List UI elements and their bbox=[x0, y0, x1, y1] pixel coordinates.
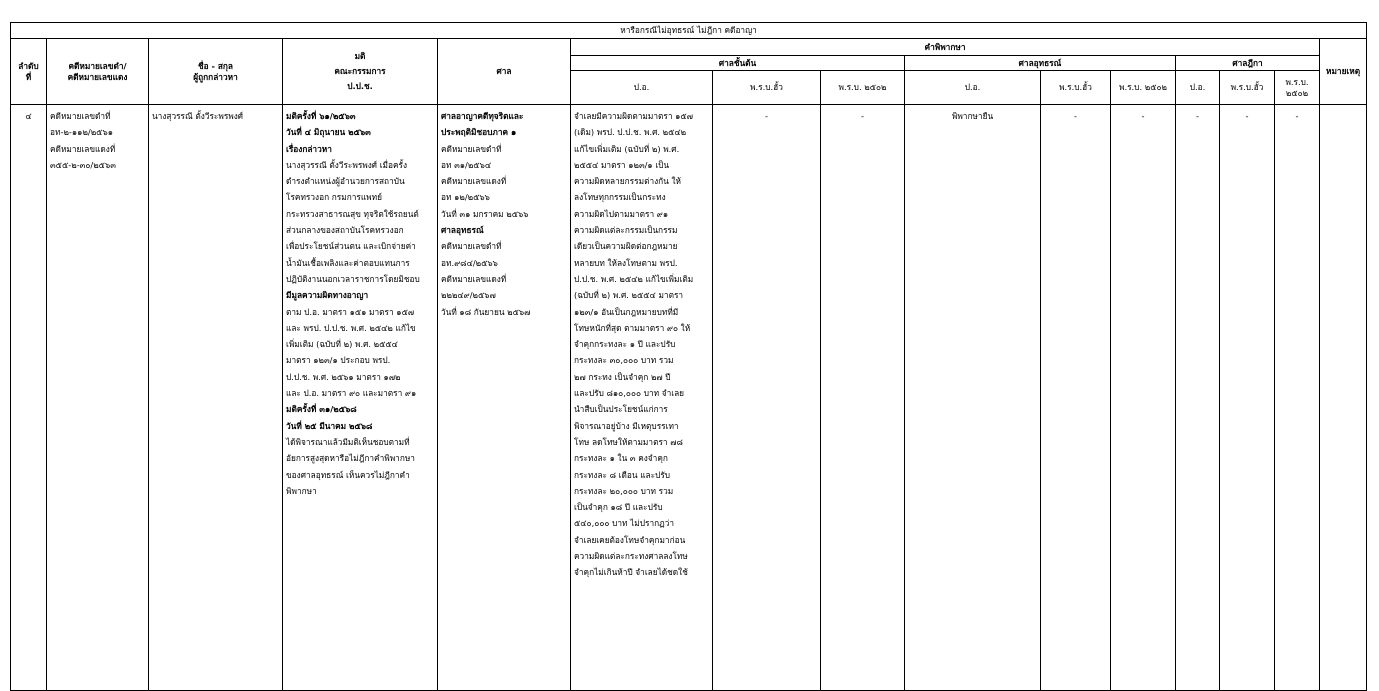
row-first-court-pa bbox=[571, 105, 713, 691]
first-court-verdict-line: ๒๕๕๔ มาตรา ๑๒๓/๑ เป็น bbox=[574, 159, 670, 170]
resolution-line: กระทรวงสาธารณสุข ทุจริตใช้รถยนต์ bbox=[286, 208, 419, 219]
resolution-line: มติครั้งที่ ๓๑/๒๕๖๘ bbox=[286, 404, 357, 415]
first-court-verdict-line: หลายบท ให้ลงโทษตาม พรป. bbox=[574, 257, 678, 268]
resolution-line: ของศาลอุทธรณ์ เห็นควรไม่ฎีกาคำ bbox=[286, 469, 410, 480]
resolution-line: และ พรป. ป.ป.ช. พ.ศ. ๒๕๔๒ แก้ไข bbox=[286, 322, 416, 333]
first-court-verdict-line: นำสืบเป็นประโยชน์แก่การ bbox=[574, 404, 668, 415]
court-line: คดีหมายเลขดำที่ bbox=[441, 143, 502, 154]
first-court-verdict-line: แก้ไขเพิ่มเติม (ฉบับที่ ๒) พ.ศ. bbox=[574, 143, 680, 154]
resolution-line: นางสุวรรณี ตั้งวีระพรพงศ์ เมื่อครั้ง bbox=[286, 159, 408, 170]
supreme-pr-2502-header: พ.ร.บ. ๒๕๐๒ bbox=[1275, 71, 1320, 105]
first-court-verdict-line: กระทงละ ๒๐,๐๐๐ บาท รวม bbox=[574, 485, 674, 496]
first-court-verdict-line: (ฉบับที่ ๒) พ.ศ. ๒๕๕๔ มาตรา bbox=[574, 290, 684, 301]
court-line: คดีหมายเลขแดงที่ bbox=[441, 273, 507, 284]
court-line: คดีหมายเลขดำที่ bbox=[441, 241, 502, 252]
resolution-line: ตาม ป.อ. มาตรา ๑๕๑ มาตรา ๑๕๗ bbox=[286, 306, 415, 317]
row-resolution bbox=[283, 105, 438, 691]
row-first-court-pr-old: - bbox=[713, 105, 821, 691]
first-court-verdict-line: และปรับ ๘๑๐,๐๐๐ บาท จำเลย bbox=[574, 388, 685, 399]
court-line: ศาลอาญาคดีทุจริตและ bbox=[441, 111, 524, 121]
row-appeal-court-pr-old: - bbox=[1041, 105, 1111, 691]
table-row bbox=[11, 105, 1367, 691]
first-court-verdict-line: ๕๔๐,๐๐๐ บาท ไม่ปรากฏว่า bbox=[574, 518, 675, 529]
case-line: คดีหมายเลขแดงที่ bbox=[50, 143, 116, 154]
court-line: อท ๓๑/๒๕๖๔ bbox=[441, 159, 492, 170]
first-court-verdict-line: ป.ป.ช. พ.ศ. ๒๕๔๒ แก้ไขเพิ่มเติม bbox=[574, 273, 694, 284]
first-court-verdict-line: โทษ ลดโทษให้ตามมาตรา ๗๘ bbox=[574, 436, 683, 447]
resolution-line: วันที่ ๔ มิถุนายน ๒๕๖๓ bbox=[286, 127, 371, 138]
row-remarks bbox=[1320, 105, 1367, 691]
table-title: หารือกรณีไม่อุทธรณ์ ไม่ฎีกา คดีอาญา bbox=[11, 23, 1367, 39]
first-court-verdict-line: จำคุกไม่เกินห้าปี จำเลยได้ชดใช้ bbox=[574, 567, 688, 578]
first-court-verdict-line: จำเลยเคยต้องโทษจำคุกมาก่อน bbox=[574, 534, 686, 545]
row-court bbox=[438, 105, 571, 691]
resolution-line: ดำรงตำแหน่งผู้อำนวยการสถาบัน bbox=[286, 176, 405, 187]
supreme-pr-old-header: พ.ร.บ.ฮั้ว bbox=[1220, 71, 1275, 105]
resolution-line: ป.ป.ช. พ.ศ. ๒๕๖๑ มาตรา ๑๗๒ bbox=[286, 371, 401, 382]
row-accused-name: นางสุวรรณี ตั้งวีระพรพงศ์ bbox=[149, 105, 283, 691]
court-line: คดีหมายเลขแดงที่ bbox=[441, 176, 507, 187]
resolution-line: เพื่อประโยชน์ส่วนตน และเบิกจ่ายค่า bbox=[286, 241, 416, 252]
col-header-name: ชื่อ - สกุล ผู้ถูกกล่าวหา bbox=[149, 39, 283, 105]
case-line: ๓๕๕-๒-๓๐/๒๕๖๓ bbox=[50, 159, 116, 170]
resolution-line: โรคทรวงอก กรมการแพทย์ bbox=[286, 192, 382, 203]
col-header-no: ลำดับ ที่ bbox=[11, 39, 47, 105]
case-line: อท-๒-๑๑๒/๒๕๖๑ bbox=[50, 127, 113, 138]
resolution-line: มติครั้งที่ ๖๑/๒๕๖๓ bbox=[286, 111, 356, 121]
resolution-line: ปฏิบัติงานนอกเวลาราชการโดยมิชอบ bbox=[286, 273, 420, 284]
court-line: อท ๑๒/๒๕๖๖ bbox=[441, 192, 490, 203]
resolution-line: และ ป.อ. มาตรา ๙๐ และมาตรา ๙๑ bbox=[286, 388, 417, 399]
col-header-case: คดีหมายเลขดำ/ คดีหมายเลขแดง bbox=[47, 39, 149, 105]
resolution-line: มีมูลความผิดทางอาญา bbox=[286, 290, 369, 301]
supreme-pa-header: ป.อ. bbox=[1176, 71, 1220, 105]
first-court-verdict-line: กระทงละ ๘ เดือน และปรับ bbox=[574, 469, 671, 480]
first-court-verdict-line: กระทงละ ๓๐,๐๐๐ บาท รวม bbox=[574, 355, 674, 366]
case-table bbox=[10, 22, 1367, 691]
first-pr-old-header: พ.ร.บ.ฮั้ว bbox=[713, 71, 821, 105]
appeal-pr-old-header: พ.ร.บ.ฮั้ว bbox=[1041, 71, 1111, 105]
court-line: ศาลอุทธรณ์ bbox=[441, 225, 484, 236]
appeal-pa-header: ป.อ. bbox=[905, 71, 1041, 105]
resolution-line: น้ำมันเชื้อเพลิงและค่าตอบแทนการ bbox=[286, 257, 410, 268]
col-header-resolution: มติ คณะกรรมการ ป.ป.ช. bbox=[283, 39, 438, 105]
court-line: วันที่ ๑๘ กันยายน ๒๕๖๗ bbox=[441, 306, 531, 317]
resolution-line: ได้พิจารณาแล้วมีมติเห็นชอบตามที่ bbox=[286, 436, 410, 447]
first-court-verdict-line: เดียวเป็นความผิดต่อกฎหมาย bbox=[574, 241, 678, 252]
first-court-verdict-line: พิจารณาอยู่บ้าง มีเหตุบรรเทา bbox=[574, 420, 679, 431]
first-court-verdict-line: ความผิดแต่ละกระทงศาลลงโทษ bbox=[574, 551, 688, 562]
col-header-court: ศาล bbox=[438, 39, 571, 105]
resolution-line: อัยการสูงสุดหารือไม่ฎีกาคำพิพากษา bbox=[286, 453, 415, 464]
first-court-verdict-line: ๑๒๓/๑ อันเป็นกฎหมายบทที่มี bbox=[574, 306, 679, 317]
first-pr-2502-header: พ.ร.บ. ๒๕๐๒ bbox=[821, 71, 905, 105]
first-pa-header: ป.อ. bbox=[571, 71, 713, 105]
row-supreme-court-pr-2502: - bbox=[1275, 105, 1320, 691]
row-first-court-pr-2502: - bbox=[821, 105, 905, 691]
resolution-line: ส่วนกลางของสถาบันโรคทรวงอก bbox=[286, 225, 404, 236]
first-court-verdict-line: โทษหนักที่สุด ตามมาตรา ๙๐ ให้ bbox=[574, 322, 691, 333]
first-court-verdict-line: ความผิดแต่ละกรรมเป็นกรรม bbox=[574, 225, 678, 236]
row-supreme-court-pa: - bbox=[1176, 105, 1220, 691]
resolution-line: เรื่องกล่าวหา bbox=[286, 143, 332, 154]
court-appeal-header: ศาลอุทธรณ์ bbox=[905, 56, 1176, 71]
court-supreme-header: ศาลฎีกา bbox=[1176, 56, 1320, 71]
resolution-line: มาตรา ๑๒๓/๑ ประกอบ พรป. bbox=[286, 355, 391, 366]
resolution-line: พิพากษา bbox=[286, 485, 317, 496]
row-case-numbers bbox=[47, 105, 149, 691]
court-line: ประพฤติมิชอบภาค ๑ bbox=[441, 127, 517, 138]
verdict-header: คำพิพากษา bbox=[571, 39, 1320, 56]
resolution-line: เพิ่มเติม (ฉบับที่ ๒) พ.ศ. ๒๕๕๔ bbox=[286, 339, 398, 350]
court-line: ๒๒๒๔๙/๒๕๖๗ bbox=[441, 290, 496, 301]
first-court-verdict-line: (เดิม) พรป. ป.ป.ช. พ.ศ. ๒๕๔๒ bbox=[574, 127, 687, 138]
first-court-verdict-line: ลงโทษทุกกรรมเป็นกระทง bbox=[574, 192, 666, 203]
appeal-pr-2502-header: พ.ร.บ. ๒๕๐๒ bbox=[1111, 71, 1176, 105]
row-appeal-court-pa: พิพากษายืน bbox=[905, 105, 1041, 691]
resolution-line: วันที่ ๒๕ มีนาคม ๒๕๖๘ bbox=[286, 420, 373, 431]
first-court-verdict-line: กระทงละ ๑ ใน ๓ คงจำคุก bbox=[574, 453, 668, 464]
case-line: คดีหมายเลขดำที่ bbox=[50, 111, 111, 121]
row-appeal-court-pr-2502: - bbox=[1111, 105, 1176, 691]
first-court-verdict-line: จำคุกกระทงละ ๑ ปี และปรับ bbox=[574, 339, 676, 350]
row-supreme-court-pr-old: - bbox=[1220, 105, 1275, 691]
first-court-verdict-line: จำเลยมีความผิดตามมาตรา ๑๕๗ bbox=[574, 111, 693, 121]
first-court-verdict-line: เป็นจำคุก ๑๘ ปี และปรับ bbox=[574, 502, 663, 513]
first-court-verdict-line: ความผิดไปตามมาตรา ๙๑ bbox=[574, 208, 669, 219]
court-line: อท.๙๘๔/๒๕๖๖ bbox=[441, 257, 498, 268]
row-no: ๔ bbox=[11, 105, 47, 691]
col-header-remarks: หมายเหตุ bbox=[1320, 39, 1367, 105]
first-court-verdict-line: ๒๗ กระทง เป็นจำคุก ๒๗ ปี bbox=[574, 371, 671, 382]
court-first-header: ศาลชั้นต้น bbox=[571, 56, 905, 71]
court-line: วันที่ ๓๑ มกราคม ๒๕๖๖ bbox=[441, 208, 529, 219]
first-court-verdict-line: ความผิดหลายกรรมต่างกัน ให้ bbox=[574, 176, 682, 187]
